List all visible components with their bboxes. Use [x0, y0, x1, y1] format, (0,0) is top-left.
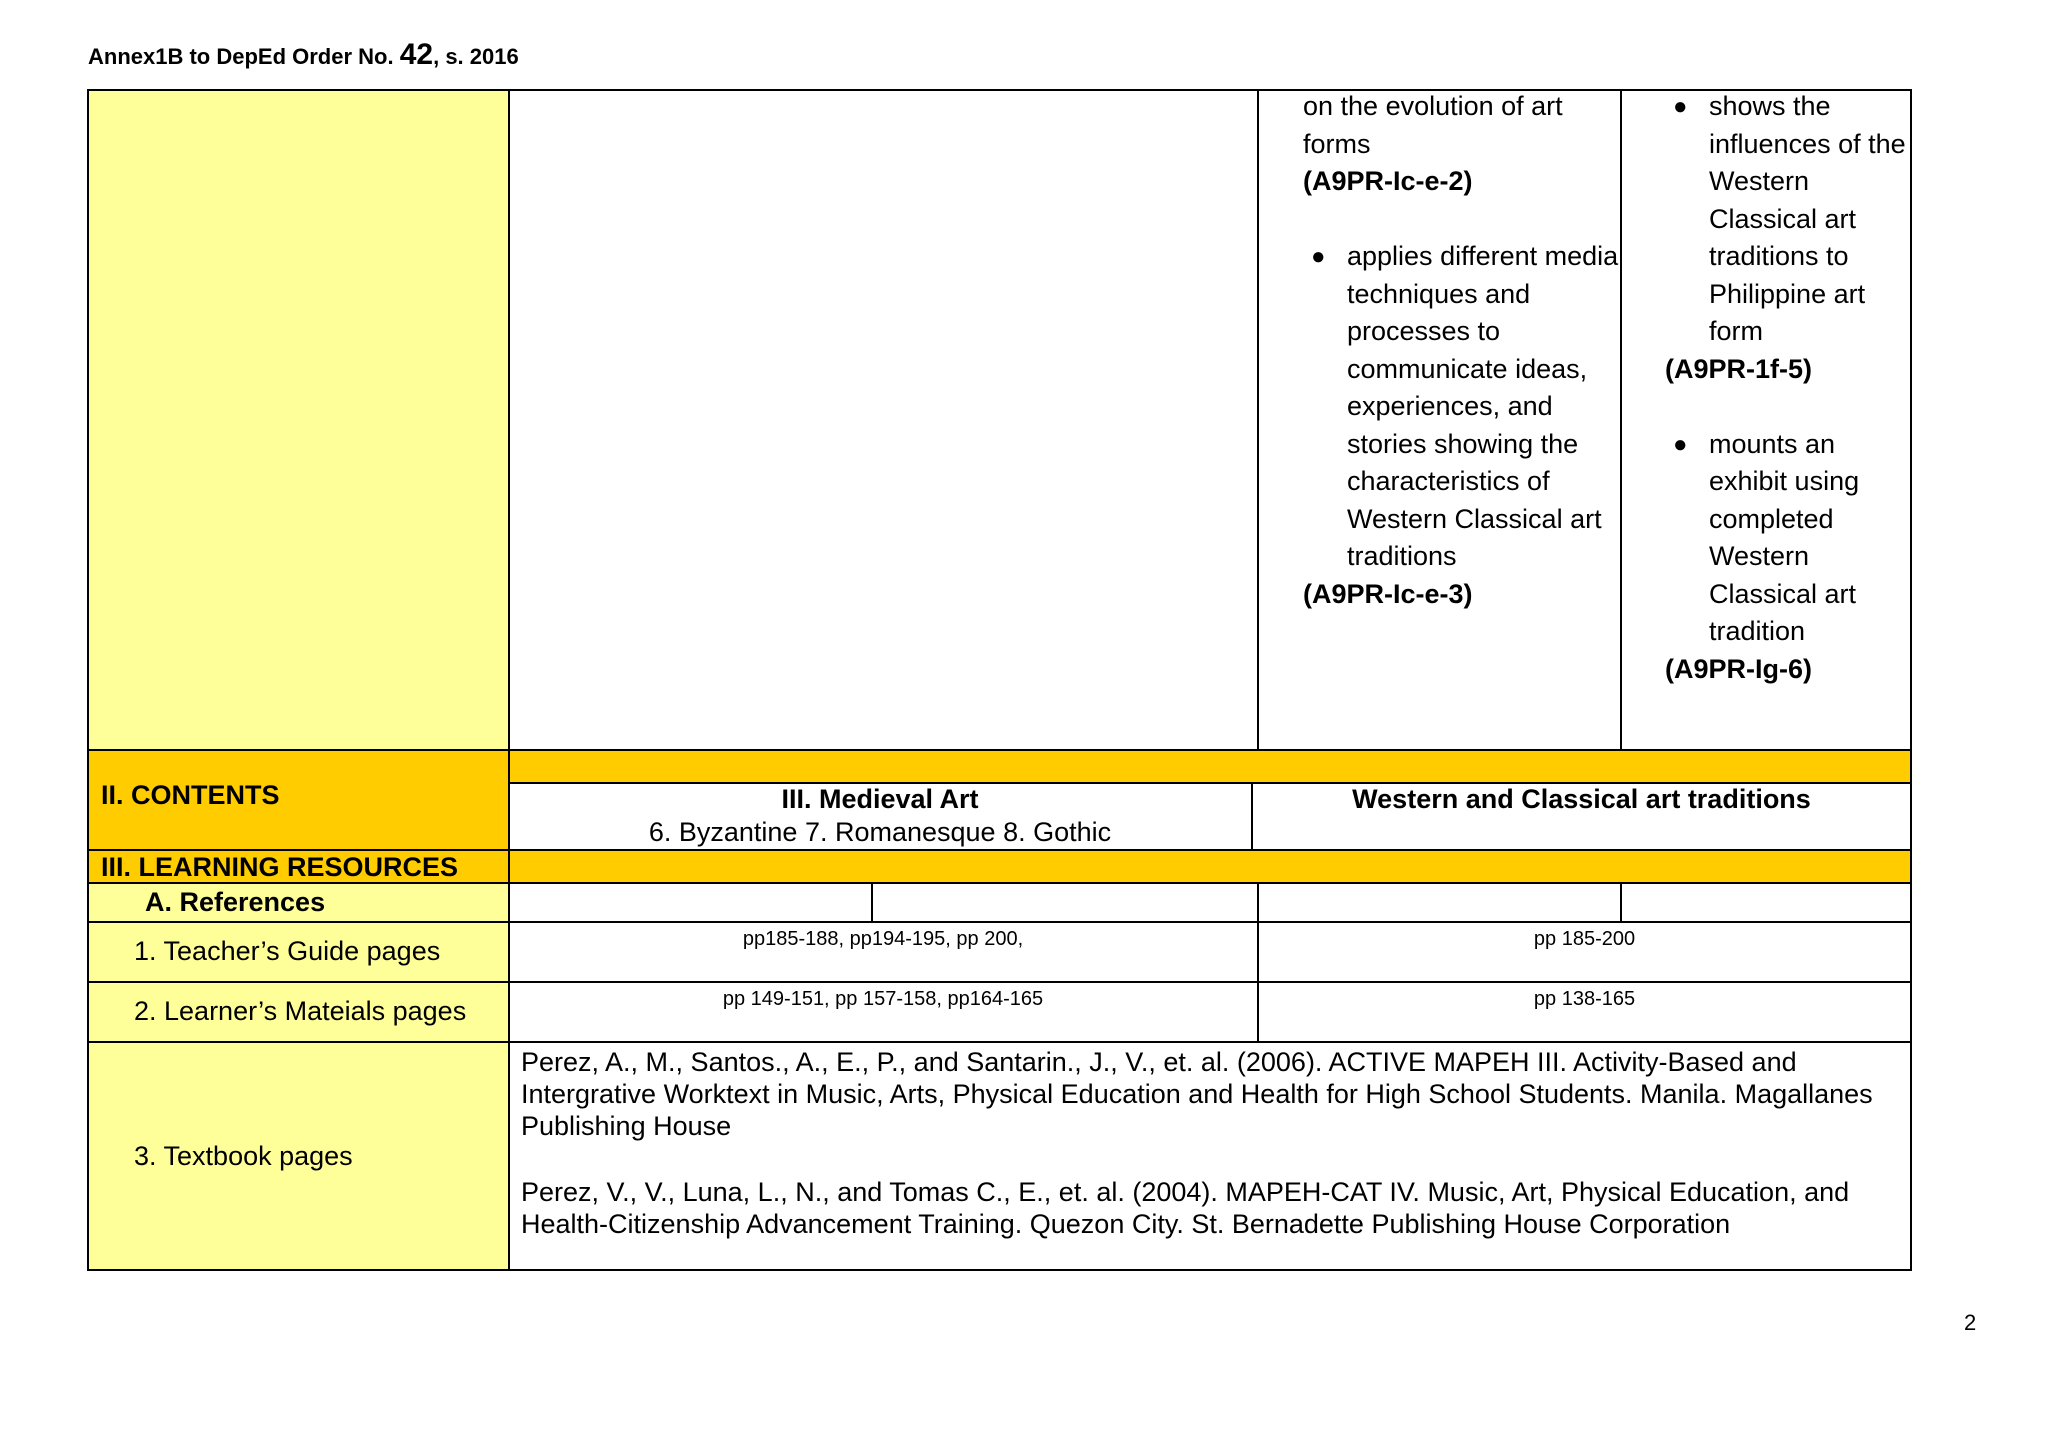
textbook-references	[521, 1046, 1903, 1240]
competency-item	[1665, 88, 1910, 351]
contents-col2: Western and Classical art traditions	[1352, 784, 1811, 814]
bullet-icon: ●	[1673, 430, 1688, 458]
row-divider-lm	[88, 1041, 1912, 1043]
teachers-guide-pages-col2: pp 185-200	[1533, 928, 1636, 950]
competency-code: (A9PR-Ig-6)	[1665, 653, 1812, 684]
teachers-guide-label: 1. Teacher’s Guide pages	[134, 936, 441, 966]
competency-column-b	[1665, 88, 1910, 688]
column-divider-a-objectives	[1257, 89, 1259, 750]
learners-materials-label: 2. Learner’s Mateials pages	[134, 996, 467, 1026]
document-header	[88, 38, 519, 72]
competency-text: shows the influences of the Western Classical art traditions to Philippine art form	[1709, 91, 1906, 346]
learning-resources-label: III. LEARNING RESOURCES	[101, 852, 459, 882]
learners-materials-pages-col1: pp 149-151, pp 157-158, pp164-165	[722, 988, 1044, 1010]
competency-code: (A9PR-1f-5)	[1665, 353, 1813, 384]
spacer	[1665, 388, 1910, 426]
row-divider-tg	[88, 981, 1912, 983]
textbook-reference-1: Perez, A., M., Santos., A., E., P., and Santarin., J., V., et. al. (2006). ACTIVE MAPEH III. Activity-Based and Intergrative Worktext in Music, Arts, Physical Education and Health for High School Students. Manila. Magallanes Publishing House	[521, 1047, 1873, 1141]
row-divider-references	[88, 921, 1912, 923]
page-number: 2	[1964, 1310, 1977, 1335]
table-border-top	[88, 89, 1912, 91]
spacer	[1303, 201, 1623, 239]
contents-label: II. CONTENTS	[101, 780, 280, 810]
table-border-right	[1910, 89, 1912, 1271]
competency-text: on the evolution of art forms	[1303, 91, 1563, 159]
label-column-divider	[508, 89, 510, 1271]
contents-header-band	[509, 750, 1912, 783]
competency-item	[1665, 426, 1910, 651]
table-border-bottom	[88, 1269, 1912, 1271]
medieval-art-subtopics: 6. Byzantine 7. Romanesque 8. Gothic	[648, 817, 1112, 847]
references-label: A. References	[145, 887, 326, 917]
column-divider-2-references	[1257, 882, 1259, 922]
order-number: 42	[399, 38, 434, 71]
left-column-fill-top	[88, 90, 509, 750]
table-border-left	[87, 89, 89, 1271]
teachers-guide-pages-col1: pp185-188, pp194-195, pp 200,	[742, 928, 1024, 950]
contents-col1	[509, 782, 1251, 848]
column-divider-1-references	[871, 882, 873, 922]
competency-column-a	[1303, 88, 1623, 613]
competency-text: applies different media techniques and processes to communicate ideas, experiences, and stories showing the characteristics of Western Classical art traditions	[1347, 241, 1619, 571]
competency-code: (A9PR-Ic-e-3)	[1303, 578, 1473, 609]
bullet-icon: ●	[1311, 243, 1326, 270]
competency-text: mounts an exhibit using completed Western Classical art tradition	[1709, 428, 1860, 646]
header-prefix: Annex1B to DepEd Order No.	[88, 44, 394, 69]
row-divider-objectives	[88, 749, 1912, 751]
bullet-icon: ●	[1673, 93, 1688, 120]
medieval-art-title: III. Medieval Art	[781, 784, 979, 814]
header-suffix: , s. 2016	[433, 44, 519, 69]
competency-item	[1303, 238, 1623, 576]
competency-code: (A9PR-Ic-e-2)	[1303, 166, 1473, 196]
textbook-reference-2: Perez, V., V., Luna, L., N., and Tomas C., E., et. al. (2004). MAPEH-CAT IV. Music, Art, Physical Education, and Health-Citizenship Advancement Training. Quezon City. St. Bernadette Publishing House Corporation	[521, 1177, 1850, 1239]
learners-materials-pages-col2: pp 138-165	[1533, 988, 1636, 1010]
textbook-label: 3. Textbook pages	[134, 1141, 353, 1171]
column-divider-3-references	[1620, 882, 1622, 922]
